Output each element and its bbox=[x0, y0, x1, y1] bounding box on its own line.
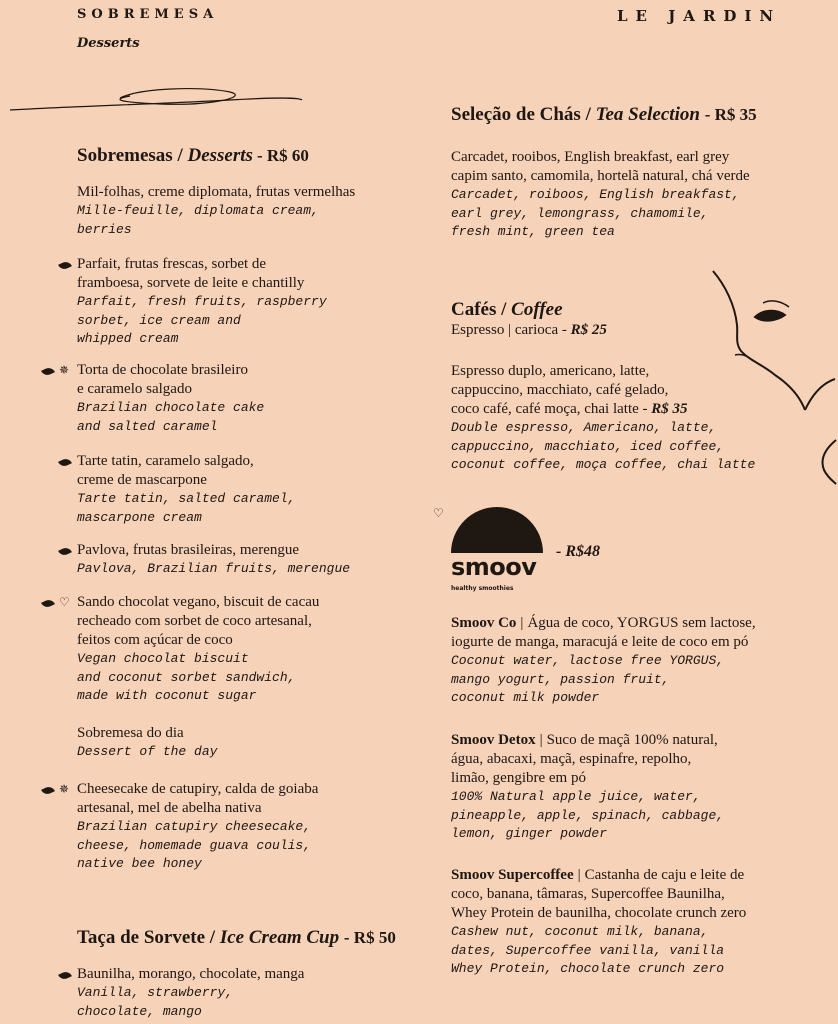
dessert-item-millefeuille: Mil-folhas, creme diplomata, frutas vermelhas Mille-feuille, diplomata cream, berries bbox=[77, 184, 356, 237]
dessert-item-tarte-tatin: Tarte tatin, caramelo salgado, creme de mascarpone Tarte tatin, salted caramel, mascarpone cream bbox=[77, 453, 296, 525]
face-line-drawing-edge bbox=[818, 438, 838, 486]
leaf-icon bbox=[42, 781, 54, 800]
header-right-caps: LE JARDIN bbox=[617, 7, 782, 25]
heart-icon: ♡ bbox=[59, 595, 70, 609]
leaf-icon bbox=[42, 362, 54, 381]
tea-title: Seleção de Chás / Tea Selection - R$ 35 bbox=[451, 104, 757, 125]
dessert-item-chocolate-cake: Torta de chocolate brasileiro e caramelo salgado Brazilian chocolate cake and salted caramel bbox=[77, 362, 265, 434]
dessert-item-parfait: Parfait, frutas frescas, sorbet de framboesa, sorvete de leite e chantilly Parfait, fresh fruits, raspberry sorbet, ice cream and whipped cream bbox=[77, 256, 327, 346]
face-line-drawing bbox=[705, 265, 838, 415]
desserts-title: Sobremesas / Desserts - R$ 60 bbox=[77, 145, 309, 166]
dessert-item-of-the-day: Sobremesa do dia Dessert of the day bbox=[77, 725, 218, 759]
dessert-item-cheesecake: Cheesecake de catupiry, calda de goiaba artesanal, mel de abelha nativa Brazilian catupiry cheesecake, cheese, homemade guava coulis, native bee honey bbox=[77, 781, 319, 871]
smoov-logo-semicircle bbox=[451, 507, 543, 553]
leaf-icon bbox=[59, 966, 71, 985]
scribble-line bbox=[0, 78, 310, 118]
smoov-logo-tagline: healthy smoothies bbox=[451, 585, 514, 592]
coffee-espresso-line: Espresso | carioca - R$ 25 bbox=[451, 322, 607, 338]
star-icon: ✵ bbox=[59, 782, 70, 796]
leaf-icon bbox=[42, 594, 54, 613]
leaf-icon bbox=[59, 542, 71, 561]
star-icon: ✵ bbox=[59, 363, 70, 377]
dessert-item-pavlova: Pavlova, frutas brasileiras, merengue Pavlova, Brazilian fruits, merengue bbox=[77, 542, 351, 576]
leaf-icon bbox=[59, 453, 71, 472]
smoov-logo-text: smoov bbox=[451, 553, 537, 581]
icecream-title: Taça de Sorvete / Ice Cream Cup - R$ 50 bbox=[77, 927, 396, 948]
tea-description: Carcadet, rooibos, English breakfast, earl grey capim santo, camomila, hortelã natural, chá verde Carcadet, roiboos, English breakfast, earl grey, lemongrass, chamomile, fresh mint, green tea bbox=[451, 149, 750, 239]
coffee-title: Cafés / Coffee bbox=[451, 299, 563, 320]
leaf-icon bbox=[59, 256, 71, 275]
smoov-item-co: Smoov Co | Água de coco, YORGUS sem lactose, iogurte de manga, maracujá e leite de coco em pó Coconut water, lactose free YORGUS, mango yogurt, passion fruit, coconut milk powder bbox=[451, 615, 756, 705]
smoov-price: - R$48 bbox=[556, 543, 600, 560]
smoov-item-detox: Smoov Detox | Suco de maçã 100% natural, água, abacaxi, maçã, espinafre, repolho, limão, gengibre em pó 100% Natural apple juice, water, pineapple, apple, spinach, cabbage, lemon, ginger powder bbox=[451, 732, 725, 841]
header-left-subtitle: Desserts bbox=[77, 36, 140, 51]
icecream-item: Baunilha, morango, chocolate, manga Vanilla, strawberry, chocolate, mango bbox=[77, 966, 305, 1019]
coffee-description: Espresso duplo, americano, latte, cappuccino, macchiato, café gelado, coco café, café moça, chai latte - R$ 35 Double espresso, Americano, latte, cappuccino, macchiato, iced coffee, coconut coffee, moça coffee, chai latte bbox=[451, 363, 756, 472]
dessert-item-sando-chocolat: Sando chocolat vegano, biscuit de cacau recheado com sorbet de coco artesanal, feitos com açúcar de coco Vegan chocolat biscuit and coconut sorbet sandwich, made with coconut sugar bbox=[77, 594, 320, 703]
heart-icon: ♡ bbox=[433, 506, 444, 520]
header-left-caps: SOBREMESA bbox=[77, 7, 219, 22]
smoov-logo bbox=[451, 507, 543, 597]
smoov-item-supercoffee: Smoov Supercoffee | Castanha de caju e leite de coco, banana, tâmaras, Supercoffee Baunilha, Whey Protein de baunilha, chocolate crunch zero Cashew nut, coconut milk, banana, dates, Supercoffee vanilla, vanilla Whey Protein, chocolate crunch zero bbox=[451, 867, 747, 976]
